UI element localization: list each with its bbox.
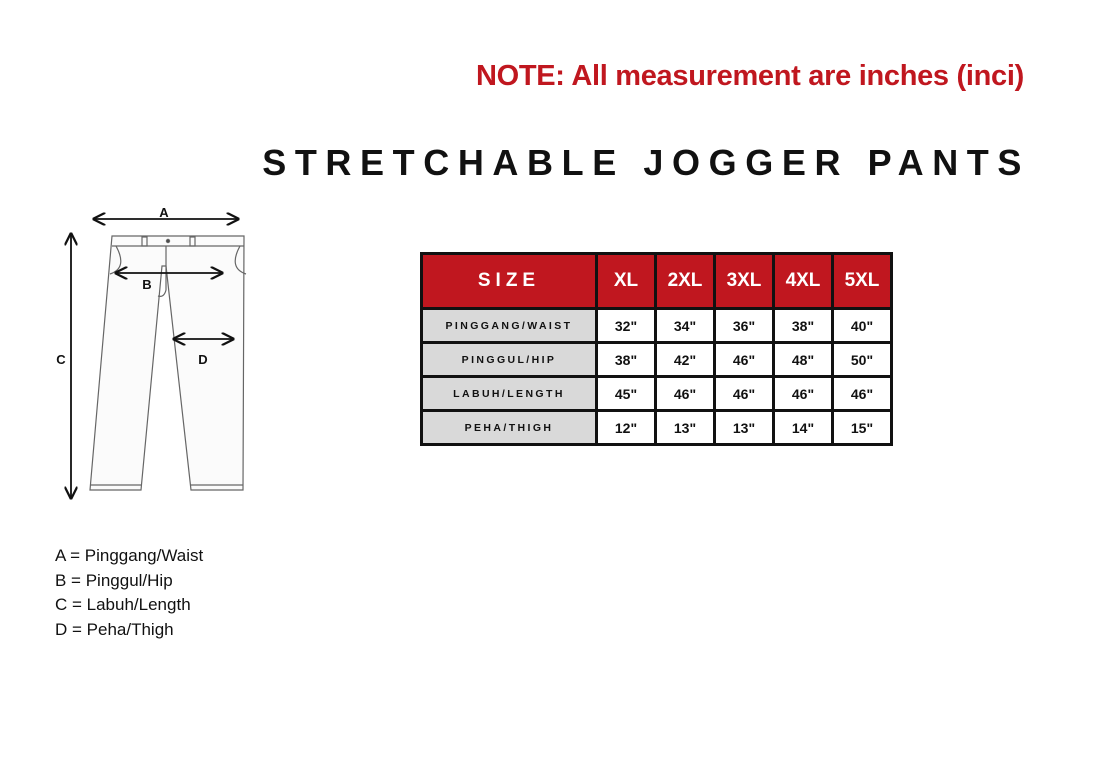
header-size-xl: XL bbox=[597, 254, 656, 309]
header-size-3xl: 3XL bbox=[715, 254, 774, 309]
table-cell: 50" bbox=[833, 343, 892, 377]
row-label: PINGGUL/HIP bbox=[422, 343, 597, 377]
table-cell: 46" bbox=[656, 377, 715, 411]
table-header-row bbox=[422, 254, 892, 309]
table-cell: 14" bbox=[774, 411, 833, 445]
table-cell: 13" bbox=[715, 411, 774, 445]
legend-item-c: C = Labuh/Length bbox=[55, 595, 191, 614]
pants-outline-icon bbox=[90, 236, 246, 490]
table-cell: 34" bbox=[656, 309, 715, 343]
legend bbox=[55, 544, 203, 642]
table-cell: 42" bbox=[656, 343, 715, 377]
table-cell: 15" bbox=[833, 411, 892, 445]
table-row-waist bbox=[422, 309, 892, 343]
table-cell: 46" bbox=[833, 377, 892, 411]
table-cell: 36" bbox=[715, 309, 774, 343]
legend-item-b: B = Pinggul/Hip bbox=[55, 570, 173, 590]
legend-item-d: D = Peha/Thigh bbox=[55, 619, 174, 639]
row-label: PINGGANG/WAIST bbox=[422, 309, 597, 343]
table-cell: 48" bbox=[774, 343, 833, 377]
label-b: B bbox=[142, 277, 152, 292]
table-cell: 45" bbox=[597, 377, 656, 411]
header-size-label: SIZE bbox=[422, 254, 597, 309]
table-row-length bbox=[422, 377, 892, 411]
table-cell: 40" bbox=[833, 309, 892, 343]
page-title: STRETCHABLE JOGGER PANTS bbox=[262, 142, 1030, 183]
table-row-hip bbox=[422, 343, 892, 377]
table-cell: 38" bbox=[597, 343, 656, 377]
table-cell: 13" bbox=[656, 411, 715, 445]
label-c: C bbox=[56, 352, 66, 367]
label-d: D bbox=[198, 352, 208, 367]
row-label: PEHA/THIGH bbox=[422, 411, 597, 445]
table-row-thigh bbox=[422, 411, 892, 445]
row-label: LABUH/LENGTH bbox=[422, 377, 597, 411]
table-cell: 12" bbox=[597, 411, 656, 445]
table-cell: 46" bbox=[774, 377, 833, 411]
header-size-5xl: 5XL bbox=[833, 254, 892, 309]
header-size-4xl: 4XL bbox=[774, 254, 833, 309]
label-a: A bbox=[159, 205, 169, 220]
legend-item-a: A = Pinggang/Waist bbox=[55, 546, 204, 565]
header-size-2xl: 2XL bbox=[656, 254, 715, 309]
size-chart-table bbox=[420, 252, 893, 446]
table-cell: 46" bbox=[715, 343, 774, 377]
table-cell: 46" bbox=[715, 377, 774, 411]
measurement-note: NOTE: All measurement are inches (inci) bbox=[475, 60, 1024, 92]
table-cell: 32" bbox=[597, 309, 656, 343]
pants-diagram bbox=[50, 198, 260, 508]
table-cell: 38" bbox=[774, 309, 833, 343]
